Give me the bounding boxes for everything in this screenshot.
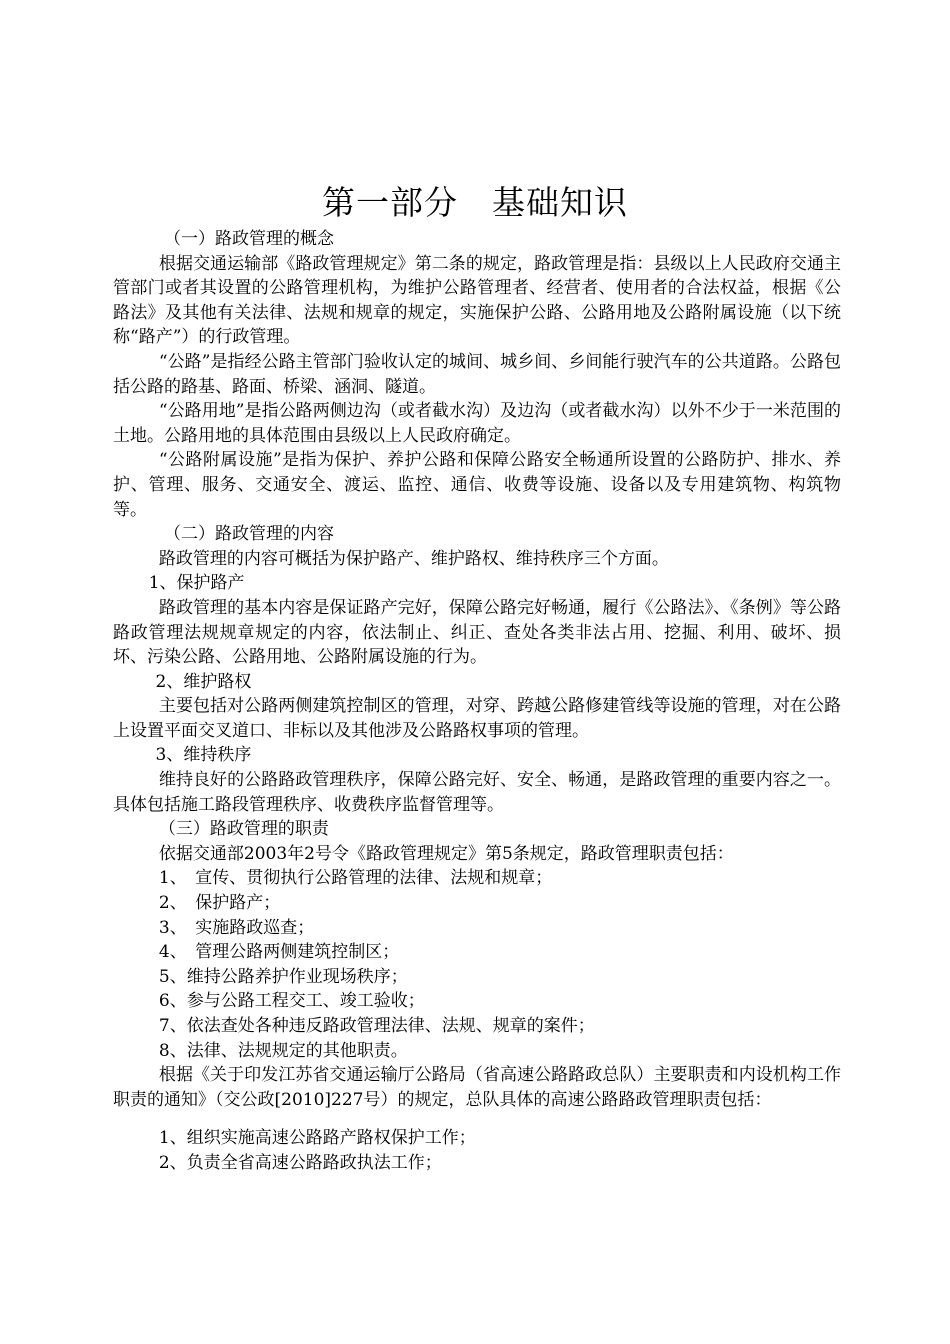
subheading: 3、维持秩序: [155, 745, 252, 766]
paragraph: 维持良好的公路路政管理秩序，保障公路完好、安全、畅通，是路政管理的重要内容之一。具体包括施工路段管理秩序、收费秩序监督管理等。: [113, 770, 841, 815]
spacer: [113, 1112, 841, 1126]
list-item: 5、维持公路养护作业现场秩序；: [158, 966, 408, 987]
list-item: 1、 宣传、贯彻执行公路管理的法律、法规和规章；: [158, 868, 553, 889]
list-item: 1、组织实施高速公路路产路权保护工作；: [158, 1128, 476, 1149]
section-heading-3: （三）路政管理的职责: [158, 819, 329, 840]
paragraph: 主要包括对公路两侧建筑控制区的管理，对穿、跨越公路修建管线等设施的管理，对在公路上设置平面交叉道口、非标以及其他涉及公路路权事项的管理。: [113, 696, 841, 741]
paragraph: 根据《关于印发江苏省交通运输厅公路局（省高速公路路政总队）主要职责和内设机构工作职责的通知》（交公政[2010]227号）的规定，总队具体的高速公路路政管理职责包括：: [113, 1065, 841, 1110]
paragraph: 依据交通部2003年2号令《路政管理规定》第5条规定，路政管理职责包括：: [158, 843, 734, 864]
paragraph: 路政管理的基本内容是保证路产完好，保障公路完好畅通，履行《公路法》、《条例》等公路路政管理法规规章规定的内容，依法制止、纠正、查处各类非法占用、挖掘、利用、破坏、损坏、污染公路、公路用地、公路附属设施的行为。: [113, 597, 841, 668]
list-item: 2、负责全省高速公路路政执法工作；: [158, 1152, 442, 1173]
section-heading-1: （一）路政管理的概念: [164, 229, 334, 249]
section-heading-2: （二）路政管理的内容: [164, 524, 334, 545]
list-item: 7、依法查处各种违反路政管理法律、法规、规章的案件；: [158, 1016, 595, 1036]
list-item: 2、 保护路产；: [158, 893, 281, 914]
document-body: [113, 227, 841, 1176]
list-item: 8、法律、法规规定的其他职责。: [158, 1040, 408, 1061]
paragraph: “公路”是指经公路主管部门验收认定的城间、城乡间、乡间能行驶汽车的公共道路。公路包括公路的路基、路面、桥梁、涵洞、隧道。: [113, 351, 841, 397]
paragraph: 根据交通运输部《路政管理规定》第二条的规定，路政管理是指：县级以上人民政府交通主管部门或者其设置的公路管理机构，为维护公路管理者、经营者、使用者的合法权益，根据《公路法》及其他有关法律、法规和规章的规定，实施保护公路、公路用地及公路附属设施（以下统称“路产”）的行政管理。: [113, 253, 841, 348]
list-item: 3、 实施路政巡查；: [158, 917, 315, 938]
paragraph: 路政管理的内容可概括为保护路产、维护路权、维持秩序三个方面。: [158, 548, 669, 569]
paragraph: “公路附属设施”是指为保护、养护公路和保障公路安全畅通所设置的公路防护、排水、养护、管理、服务、交通安全、渡运、监控、通信、收费等设施、设备以及专用建筑物、构筑物等。: [113, 450, 841, 520]
list-item: 4、 管理公路两侧建筑控制区；: [158, 942, 400, 963]
subheading: 2、维护路权: [155, 671, 252, 692]
subheading: 1、保护路产: [148, 573, 245, 594]
list-item: 6、参与公路工程交工、竣工验收；: [158, 991, 425, 1012]
document-title: 第一部分 基础知识: [322, 183, 628, 222]
paragraph: “公路用地”是指公路两侧边沟（或者截水沟）及边沟（或者截水沟）以外不少于一米范围的土地。公路用地的具体范围由县级以上人民政府确定。: [113, 401, 841, 446]
